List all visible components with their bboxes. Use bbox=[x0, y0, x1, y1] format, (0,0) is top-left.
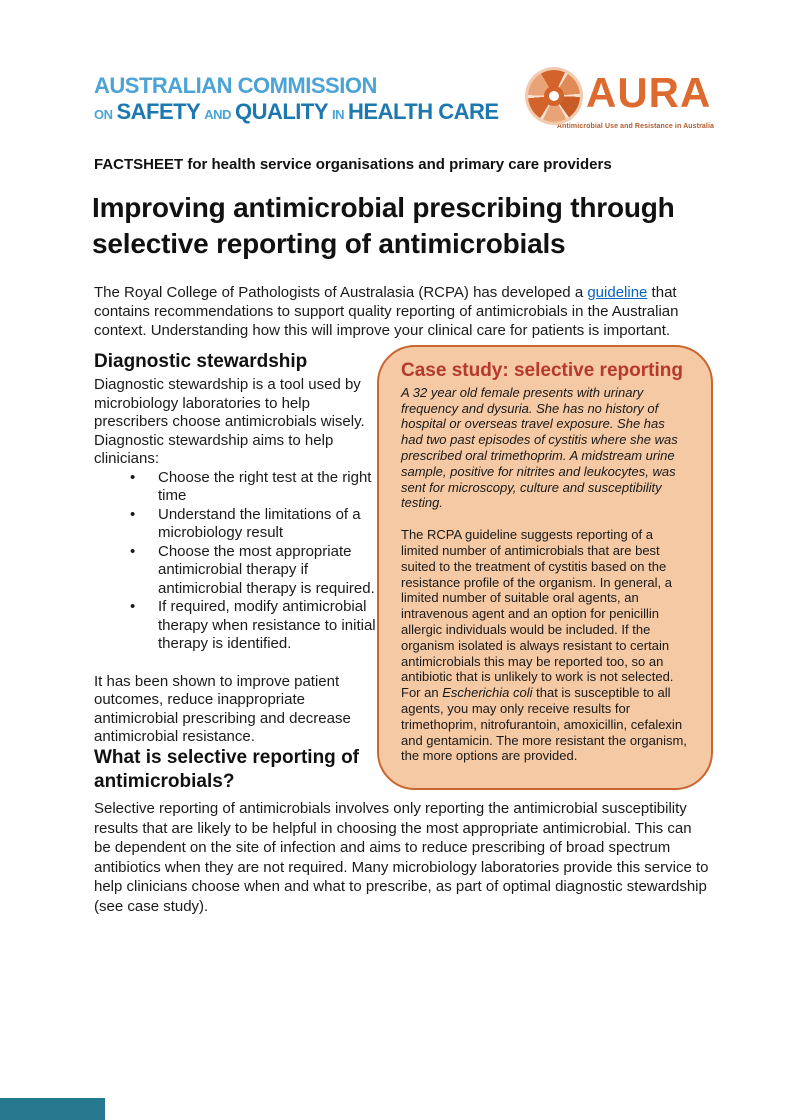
aura-logo bbox=[528, 70, 714, 130]
commission-logo-line2 bbox=[94, 99, 503, 128]
bullet-item: • Choose the most appropriate antimicrobial therapy if antimicrobial therapy is required. bbox=[158, 543, 378, 599]
selective-reporting-heading: What is selective reporting of antimicrobials? bbox=[94, 747, 359, 792]
commission-logo bbox=[94, 73, 503, 128]
page-title-line2: selective reporting of antimicrobials bbox=[92, 228, 566, 259]
case-study-species-name: Escherichia coli bbox=[442, 685, 533, 701]
case-study-body-text: The RCPA guideline suggests reporting of a limited number of antimicrobials that are best suited to the treatment of cystitis based on the resistance profile of the organism. In general, a limited number of suitable oral agents, an intravenous agent and an option for penicillin allergic individuals would be included. If the organism isolated is always resistant to certain antimicrobials this may be reported too, so an antibiotic that is unlikely to work is not selected. For an bbox=[401, 527, 674, 701]
intro-text-after-link: that contains recommendations to support quality reporting of antimicrobials in the Australian context. Understanding how this will improve your clinical care for patients is important. bbox=[94, 284, 679, 339]
case-study-heading: Case study: selective reporting bbox=[401, 360, 683, 381]
case-study-body bbox=[401, 527, 689, 764]
case-study-scenario: A 32 year old female presents with urinary frequency and dysuria. She has no history of hospital or overseas travel exposure. She has had two past episodes of cystitis where she was prescribed oral trimethoprim. A midstream urine sample, positive for nitrites and leukocytes, was sent for microscopy, culture and susceptibility testing. bbox=[401, 384, 678, 511]
commission-logo-healthcare: HEALTH CARE bbox=[348, 99, 499, 124]
diagnostic-stewardship-section bbox=[94, 350, 378, 747]
footer-color-bar bbox=[0, 1098, 105, 1120]
bullet-item: • Choose the right test at the right time bbox=[158, 469, 378, 506]
aura-logo-tagline: Antimicrobial Use and Resistance in Australia bbox=[556, 123, 714, 130]
diagnostic-stewardship-heading: Diagnostic stewardship bbox=[94, 351, 308, 372]
guideline-link[interactable]: guideline bbox=[587, 284, 648, 301]
case-study-body-text-end: that is susceptible to all agents, you may only receive results for trimethoprim, nitrofurantoin, amoxicillin, cefalexin and gentamicin. The more resistant the organism, the more options are provided. bbox=[401, 685, 687, 764]
page-title-line1: Improving antimicrobial prescribing through bbox=[92, 192, 675, 223]
page-title bbox=[92, 190, 675, 262]
bullet-item: • Understand the limitations of a microbiology result bbox=[158, 506, 378, 543]
commission-logo-in: IN bbox=[332, 107, 345, 122]
intro-text-before-link: The Royal College of Pathologists of Australasia (RCPA) has developed a bbox=[94, 284, 588, 301]
aura-emblem-icon bbox=[528, 70, 580, 122]
commission-logo-safety: SAFETY bbox=[116, 99, 201, 124]
commission-logo-quality: QUALITY bbox=[234, 99, 329, 124]
diagnostic-stewardship-outro: It has been shown to improve patient outcomes, reduce inappropriate antimicrobial prescribing and decrease antimicrobial resistance. bbox=[94, 672, 351, 745]
commission-logo-line1: AUSTRALIAN COMMISSION bbox=[94, 73, 377, 98]
intro-paragraph bbox=[94, 283, 708, 340]
case-study-box bbox=[377, 345, 713, 790]
selective-reporting-paragraph: Selective reporting of antimicrobials involves only reporting the antimicrobial susceptibility results that are likely to be helpful in choosing the most appropriate antimicrobial. This can be dependent on the site of infection and aims to reduce prescribing of broad spectrum antibiotics when they are not required. Many microbiology laboratories provide this service to help clinicians choose when and what to prescribe, as part of optimal diagnostic stewardship (see case study). bbox=[94, 800, 709, 915]
commission-logo-and: AND bbox=[204, 107, 231, 122]
diagnostic-stewardship-intro: Diagnostic stewardship is a tool used by microbiology laboratories to help prescribers choose antimicrobials wisely. Diagnostic stewardship aims to help clinicians: bbox=[94, 376, 365, 467]
factsheet-label: FACTSHEET for health service organisations and primary care providers bbox=[94, 156, 612, 173]
diagnostic-stewardship-bullet-list bbox=[94, 469, 378, 654]
aura-logo-name: AURA bbox=[586, 69, 712, 116]
commission-logo-on: ON bbox=[94, 107, 113, 122]
bullet-item: • If required, modify antimicrobial therapy when resistance to initial therapy is identified. bbox=[158, 598, 378, 654]
